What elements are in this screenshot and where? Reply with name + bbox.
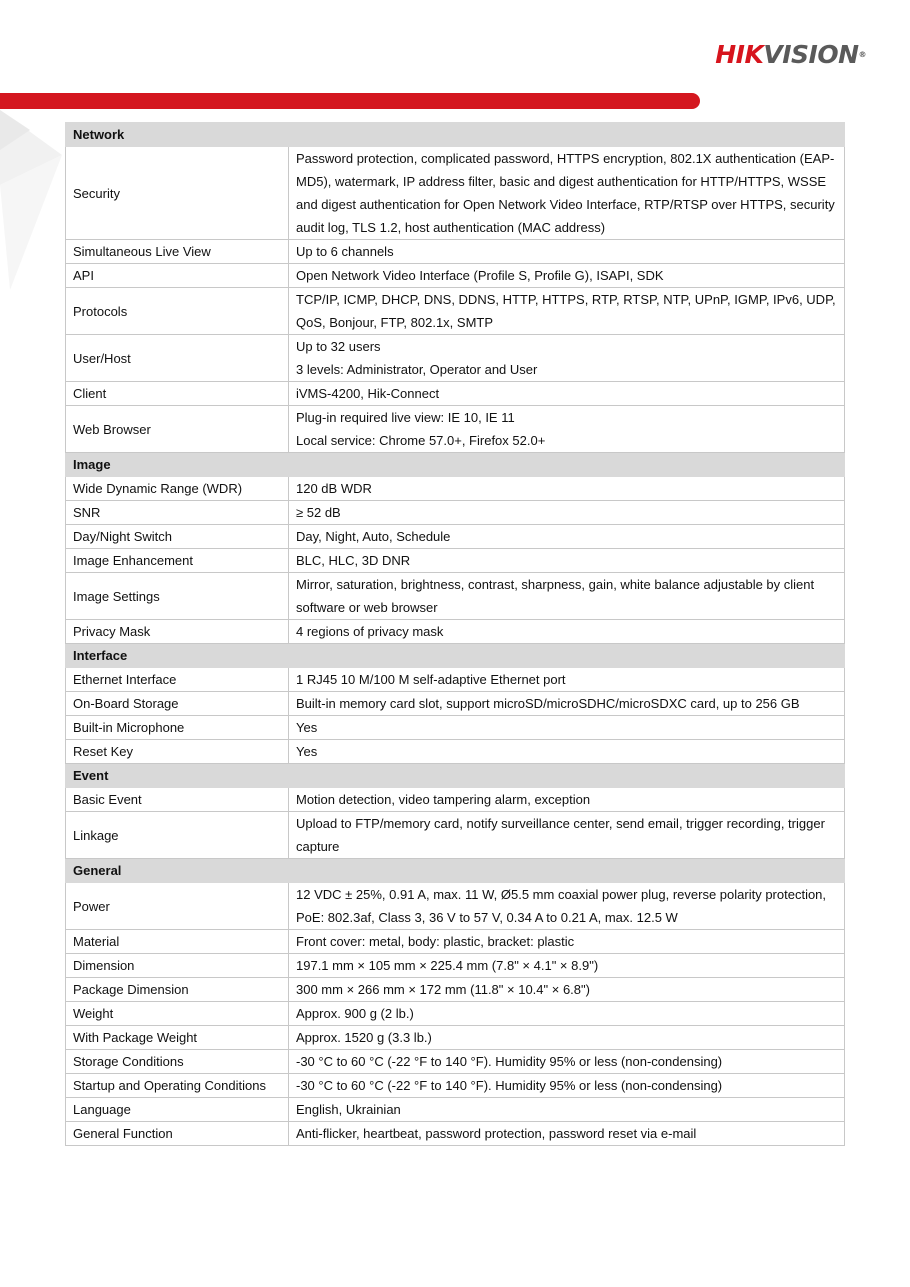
spec-value-line: Local service: Chrome 57.0+, Firefox 52.0+ — [296, 433, 546, 448]
spec-label: Linkage — [66, 812, 289, 859]
spec-value — [289, 1074, 845, 1098]
spec-row — [66, 788, 845, 812]
spec-label: User/Host — [66, 335, 289, 382]
spec-value-line: Motion detection, video tampering alarm, exception — [296, 792, 591, 807]
spec-row — [66, 1074, 845, 1098]
spec-label: Privacy Mask — [66, 620, 289, 644]
spec-value — [289, 573, 845, 620]
section-title: Event — [66, 764, 845, 788]
spec-label: Package Dimension — [66, 978, 289, 1002]
section-header-row — [66, 764, 845, 788]
spec-label: On-Board Storage — [66, 692, 289, 716]
spec-label: Basic Event — [66, 788, 289, 812]
spec-value — [289, 525, 845, 549]
logo-vision-text: VISION — [763, 40, 859, 69]
spec-value — [289, 264, 845, 288]
spec-value — [289, 335, 845, 382]
spec-value-line: Day, Night, Auto, Schedule — [296, 529, 451, 544]
spec-value — [289, 1026, 845, 1050]
spec-value — [289, 812, 845, 859]
spec-value — [289, 883, 845, 930]
spec-row — [66, 812, 845, 859]
spec-row — [66, 147, 845, 240]
spec-label: Security — [66, 147, 289, 240]
spec-value — [289, 549, 845, 573]
spec-value-line: Yes — [296, 720, 318, 735]
spec-table — [65, 122, 845, 1146]
spec-value — [289, 477, 845, 501]
section-header-row — [66, 123, 845, 147]
spec-value — [289, 382, 845, 406]
spec-label: Power — [66, 883, 289, 930]
spec-value — [289, 1122, 845, 1146]
spec-value-line: Up to 6 channels — [296, 244, 394, 259]
spec-value — [289, 954, 845, 978]
spec-value — [289, 930, 845, 954]
spec-label: Built-in Microphone — [66, 716, 289, 740]
brand-logo — [715, 40, 866, 70]
spec-value-line: Built-in memory card slot, support microSD/microSDHC/microSDXC card, up to 256 GB — [296, 696, 800, 711]
spec-value-line: Anti-flicker, heartbeat, password protection, password reset via e-mail — [296, 1126, 697, 1141]
spec-row — [66, 668, 845, 692]
spec-label: Material — [66, 930, 289, 954]
spec-value — [289, 501, 845, 525]
spec-value — [289, 668, 845, 692]
section-title: Network — [66, 123, 845, 147]
spec-value-line: 197.1 mm × 105 mm × 225.4 mm (7.8" × 4.1" × 8.9") — [296, 958, 599, 973]
spec-value-line: ≥ 52 dB — [296, 505, 341, 520]
spec-value-line: Yes — [296, 744, 318, 759]
spec-label: Day/Night Switch — [66, 525, 289, 549]
spec-value — [289, 620, 845, 644]
spec-value-line: Approx. 900 g (2 lb.) — [296, 1006, 414, 1021]
spec-row — [66, 573, 845, 620]
spec-value-line: -30 °C to 60 °C (-22 °F to 140 °F). Humidity 95% or less (non-condensing) — [296, 1078, 723, 1093]
spec-row — [66, 549, 845, 573]
watermark-decoration — [0, 110, 70, 300]
spec-row — [66, 883, 845, 930]
spec-label: Client — [66, 382, 289, 406]
spec-label: Dimension — [66, 954, 289, 978]
spec-label: API — [66, 264, 289, 288]
spec-value-line: 1 RJ45 10 M/100 M self-adaptive Ethernet port — [296, 672, 566, 687]
spec-value-line: Approx. 1520 g (3.3 lb.) — [296, 1030, 432, 1045]
spec-value — [289, 788, 845, 812]
section-title: Interface — [66, 644, 845, 668]
spec-label: Ethernet Interface — [66, 668, 289, 692]
spec-value-line: Up to 32 users — [296, 339, 381, 354]
section-header-row — [66, 453, 845, 477]
spec-label: Image Settings — [66, 573, 289, 620]
spec-label: Startup and Operating Conditions — [66, 1074, 289, 1098]
spec-row — [66, 954, 845, 978]
spec-value — [289, 147, 845, 240]
section-title: Image — [66, 453, 845, 477]
spec-value-line: 3 levels: Administrator, Operator and User — [296, 362, 538, 377]
section-title: General — [66, 859, 845, 883]
spec-value — [289, 288, 845, 335]
spec-label: General Function — [66, 1122, 289, 1146]
spec-row — [66, 740, 845, 764]
spec-row — [66, 477, 845, 501]
spec-value-line: PoE: 802.3af, Class 3, 36 V to 57 V, 0.34 A to 0.21 A, max. 12.5 W — [296, 910, 678, 925]
spec-label: Language — [66, 1098, 289, 1122]
spec-label: Web Browser — [66, 406, 289, 453]
spec-row — [66, 1098, 845, 1122]
spec-value-line: TCP/IP, ICMP, DHCP, DNS, DDNS, HTTP, HTTPS, RTP, RTSP, NTP, UPnP, IGMP, IPv6, UDP, QoS, Bonjour, FTP, 802.1x, SMTP — [296, 292, 836, 330]
spec-value — [289, 978, 845, 1002]
spec-label: Wide Dynamic Range (WDR) — [66, 477, 289, 501]
spec-row — [66, 1122, 845, 1146]
spec-value-line: BLC, HLC, 3D DNR — [296, 553, 411, 568]
spec-row — [66, 240, 845, 264]
spec-row — [66, 620, 845, 644]
spec-label: Protocols — [66, 288, 289, 335]
spec-row — [66, 716, 845, 740]
spec-value — [289, 240, 845, 264]
spec-value — [289, 1002, 845, 1026]
spec-row — [66, 930, 845, 954]
spec-label: With Package Weight — [66, 1026, 289, 1050]
spec-value-line: 300 mm × 266 mm × 172 mm (11.8" × 10.4" × 6.8") — [296, 982, 590, 997]
header-red-bar — [0, 93, 700, 109]
spec-label: Image Enhancement — [66, 549, 289, 573]
spec-row — [66, 406, 845, 453]
section-header-row — [66, 859, 845, 883]
spec-row — [66, 264, 845, 288]
spec-row — [66, 978, 845, 1002]
spec-value — [289, 1098, 845, 1122]
spec-value-line: Plug-in required live view: IE 10, IE 11 — [296, 410, 515, 425]
spec-value — [289, 692, 845, 716]
spec-row — [66, 335, 845, 382]
spec-label: Weight — [66, 1002, 289, 1026]
spec-value-line: English, Ukrainian — [296, 1102, 401, 1117]
spec-value — [289, 1050, 845, 1074]
spec-value-line: 12 VDC ± 25%, 0.91 A, max. 11 W, Ø5.5 mm coaxial power plug, reverse polarity protection, — [296, 887, 827, 902]
spec-value-line: -30 °C to 60 °C (-22 °F to 140 °F). Humidity 95% or less (non-condensing) — [296, 1054, 723, 1069]
spec-value-line: 120 dB WDR — [296, 481, 372, 496]
spec-value — [289, 740, 845, 764]
spec-row — [66, 525, 845, 549]
spec-value-line: Upload to FTP/memory card, notify surveillance center, send email, trigger recording, trigger capture — [296, 816, 825, 854]
spec-value-line: iVMS-4200, Hik-Connect — [296, 386, 440, 401]
spec-value-line: 4 regions of privacy mask — [296, 624, 444, 639]
spec-row — [66, 692, 845, 716]
spec-value-line: Front cover: metal, body: plastic, bracket: plastic — [296, 934, 575, 949]
spec-label: Reset Key — [66, 740, 289, 764]
spec-value-line: Password protection, complicated password, HTTPS encryption, 802.1X authentication (EAP-MD5), watermark, IP address filter, basic and digest authentication for HTTP/HTTPS, WSSE and digest authentication for Open Network Video Interface, RTP/RTSP over HTTPS, security audit log, TLS 1.2, host authentication (MAC address) — [296, 151, 835, 235]
spec-row — [66, 501, 845, 525]
logo-hik-text: HIK — [715, 40, 764, 69]
section-header-row — [66, 644, 845, 668]
spec-value — [289, 406, 845, 453]
spec-row — [66, 1050, 845, 1074]
spec-value-line: Open Network Video Interface (Profile S, Profile G), ISAPI, SDK — [296, 268, 664, 283]
spec-row — [66, 1026, 845, 1050]
spec-value — [289, 716, 845, 740]
logo-registered-mark: ® — [858, 50, 866, 59]
spec-label: Simultaneous Live View — [66, 240, 289, 264]
spec-label: SNR — [66, 501, 289, 525]
spec-row — [66, 382, 845, 406]
spec-row — [66, 1002, 845, 1026]
spec-label: Storage Conditions — [66, 1050, 289, 1074]
spec-row — [66, 288, 845, 335]
spec-value-line: Mirror, saturation, brightness, contrast, sharpness, gain, white balance adjustable by client software or web browser — [296, 577, 815, 615]
